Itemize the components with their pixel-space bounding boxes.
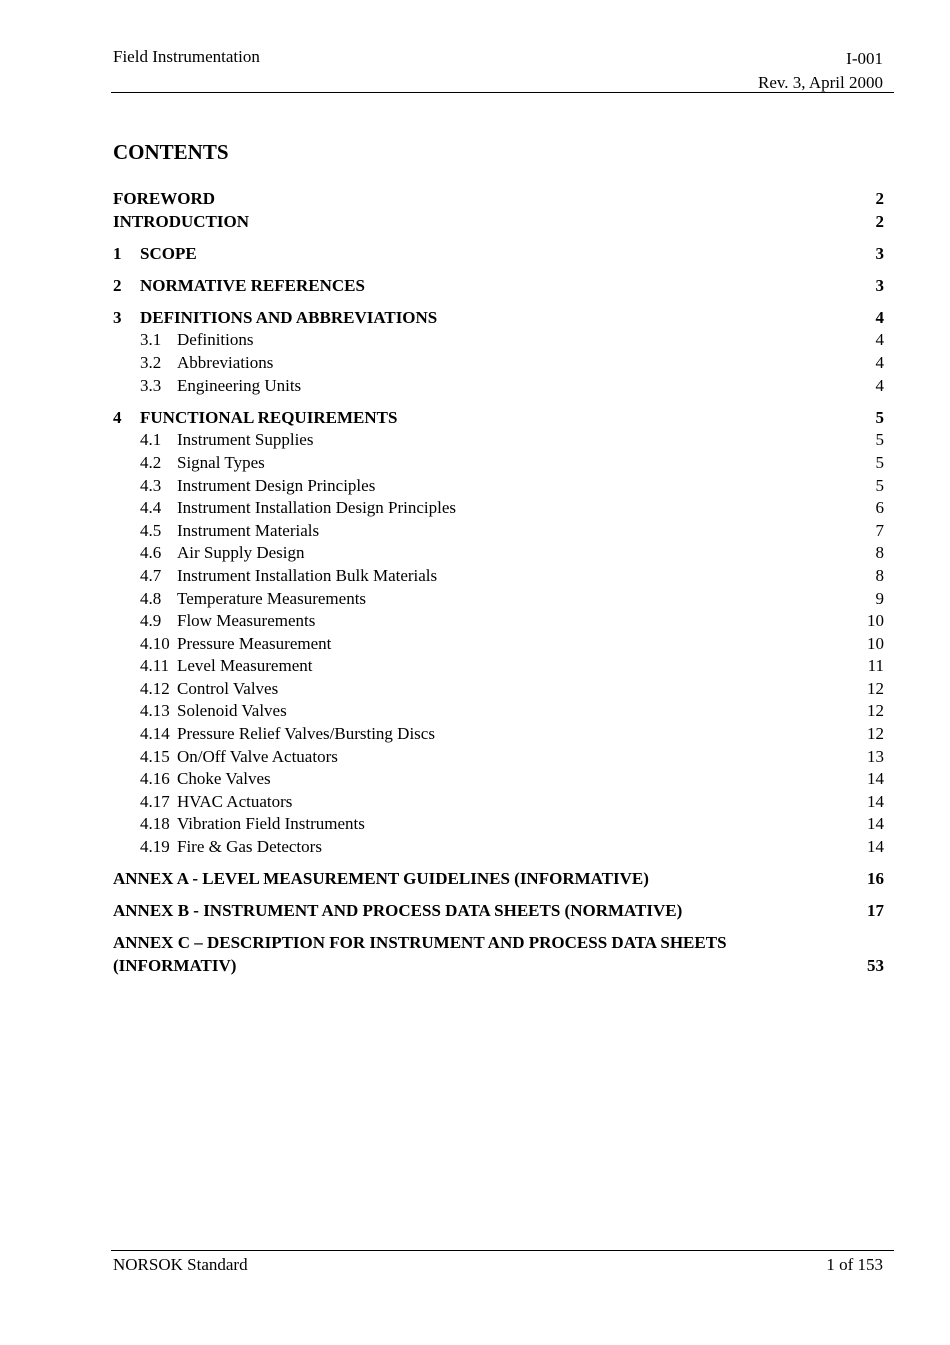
toc-entry-page: 3 [875,275,884,295]
toc-entries [113,188,884,923]
header-divider [111,92,894,93]
toc-entry-label [140,723,435,746]
toc-entry-number: 2 [113,275,122,295]
toc-entry-title: SCOPE [140,243,197,263]
toc-entry[interactable] [113,655,884,678]
toc-entry-label [140,375,301,398]
toc-entry-label [140,520,319,543]
toc-entry-label [113,307,437,330]
toc-entry[interactable] [113,452,884,475]
toc-entry-page: 11 [867,656,884,676]
toc-entry[interactable] [113,275,884,298]
toc-entry-label [140,429,313,452]
toc-entry-label [140,475,375,498]
toc-entry[interactable] [113,813,884,836]
toc-entry[interactable] [113,588,884,611]
toc-entry-title: Signal Types [177,452,265,472]
toc-entry-title: Solenoid Valves [177,701,287,721]
header-revision: Rev. 3, April 2000 [758,73,883,92]
toc-entry-label [113,407,397,430]
toc-entry[interactable] [113,768,884,791]
toc-entry-title: ANNEX A - LEVEL MEASUREMENT GUIDELINES (INFORMATIVE) [113,869,649,889]
toc-entry-number: 4.16 [140,769,170,789]
header-doc-info [758,47,883,95]
toc-entry-page: 12 [867,678,884,698]
toc-entry-title: Instrument Design Principles [177,475,376,495]
toc-entry[interactable] [113,610,884,633]
toc-entry-annex-c[interactable] [113,932,884,977]
toc-entry-number: 1 [113,243,122,263]
toc-entry-label [140,329,254,352]
toc-entry-page: 17 [867,901,884,921]
toc-entry-page: 13 [867,746,884,766]
toc-entry-title: NORMATIVE REFERENCES [140,275,365,295]
toc-entry-number: 3.3 [140,375,162,395]
toc-entry-label [140,700,287,723]
toc-entry-page: 14 [867,837,884,857]
toc-entry-title: Engineering Units [177,375,302,395]
toc-entry[interactable] [113,429,884,452]
toc-entry-title: ANNEX C – DESCRIPTION FOR INSTRUMENT AND PROCESS DATA SHEETS [113,933,727,953]
toc-entry-page: 4 [875,330,884,350]
toc-entry-page: 14 [867,814,884,834]
toc-entry-title: Control Valves [177,678,279,698]
toc-entry-number: 4.18 [140,814,170,834]
toc-entry-title: FOREWORD [113,189,215,208]
toc-entry-label [140,610,315,633]
toc-entry-number: 4.3 [140,475,162,495]
toc-entry-page: 3 [875,243,884,263]
toc-entry-title: Fire & Gas Detectors [177,837,322,857]
toc-entry-number: 4.9 [140,611,162,631]
toc-entry-number: 4.15 [140,746,170,766]
toc-entry-label [113,243,197,266]
toc-entry[interactable] [113,565,884,588]
toc-entry-page: 9 [875,588,884,608]
toc-entry[interactable] [113,700,884,723]
toc-entry-number: 4.7 [140,565,162,585]
toc-entry[interactable] [113,723,884,746]
toc-entry-number: 4.14 [140,724,170,744]
toc-entry-page: 14 [867,769,884,789]
toc-entry-title: Air Supply Design [177,543,305,563]
toc-entry-title: DEFINITIONS AND ABBREVIATIONS [140,307,438,327]
toc-entry-number: 3.1 [140,330,162,350]
toc-entry-label [140,588,366,611]
toc-entry-title: HVAC Actuators [177,791,293,811]
toc-entry-page: 53 [867,955,884,975]
toc-entry[interactable] [113,868,884,891]
toc-entry-title: Instrument Materials [177,520,320,540]
toc-entry-title: FUNCTIONAL REQUIREMENTS [140,407,398,427]
toc-entry[interactable] [113,188,884,211]
toc-entry[interactable] [113,407,884,430]
toc-entry-number: 3 [113,307,122,327]
toc-entry[interactable] [113,329,884,352]
toc-entry-number: 3.2 [140,353,162,373]
toc-entry-page: 5 [875,407,884,427]
toc-entry-page: 8 [875,543,884,563]
toc-entry-label [140,655,312,678]
toc-entry-title: Instrument Supplies [177,430,314,450]
toc-entry-label [113,188,215,211]
toc-entry-page: 5 [875,475,884,495]
toc-entry[interactable] [113,678,884,701]
toc-entry-row [113,955,884,978]
toc-entry-label [140,678,278,701]
toc-entry[interactable] [113,307,884,330]
toc-entry-page: 2 [875,211,884,231]
toc-entry[interactable] [113,497,884,520]
toc-entry-number: 4.17 [140,791,170,811]
page-title: CONTENTS [113,140,229,164]
toc-entry-page: 4 [875,307,884,327]
toc-entry-title: ANNEX B - INSTRUMENT AND PROCESS DATA SHEETS (NORMATIVE) [113,901,683,921]
toc-entry-number: 4.2 [140,452,162,472]
toc-entry[interactable] [113,836,884,859]
toc-entry-title: Temperature Measurements [177,588,367,608]
toc-entry-number: 4.10 [140,633,170,653]
toc-entry-title: Choke Valves [177,769,271,789]
toc-entry-title: INTRODUCTION [113,211,250,231]
toc-entry-label [140,791,292,814]
toc-entry-label [140,565,437,588]
toc-entry-number: 4.4 [140,498,162,518]
toc-entry-label [140,542,305,565]
toc-entry-label [140,633,331,656]
toc-entry-number: 4.13 [140,701,170,721]
toc-entry[interactable] [113,475,884,498]
toc-entry-title: Flow Measurements [177,611,316,631]
toc-entry-number: 4 [113,407,122,427]
toc-entry-page: 8 [875,565,884,585]
toc-entry[interactable] [113,375,884,398]
toc-entry[interactable] [113,352,884,375]
toc-entry-title-cont: (INFORMATIV) [113,955,237,975]
toc-entry-label [140,768,271,791]
header-doc-id: I-001 [846,49,883,68]
toc-entry-page: 7 [875,520,884,540]
toc-entry[interactable] [113,633,884,656]
toc-entry-label [140,497,456,520]
toc-entry-label [140,352,273,375]
toc-entry-page: 12 [867,724,884,744]
toc-entry-page: 14 [867,791,884,811]
toc-entry-label [140,452,265,475]
toc-entry-title: Instrument Installation Design Principles [177,498,457,518]
toc-entry[interactable] [113,243,884,266]
toc-entry-page: 5 [875,430,884,450]
toc-entry-title: On/Off Valve Actuators [177,746,338,766]
table-of-contents [113,188,884,978]
toc-entry-page: 16 [867,869,884,889]
toc-entry[interactable] [113,542,884,565]
toc-entry-page: 6 [875,498,884,518]
toc-entry-label [140,746,338,769]
toc-entry-title: Pressure Measurement [177,633,332,653]
footer-standard-name: NORSOK Standard [113,1255,248,1274]
toc-entry-title: Definitions [177,330,254,350]
toc-entry-page: 5 [875,452,884,472]
toc-entry[interactable] [113,900,884,923]
toc-entry[interactable] [113,211,884,234]
toc-entry-label [140,836,322,859]
toc-entry[interactable] [113,791,884,814]
footer-divider [111,1250,894,1251]
toc-entry-label [113,900,682,923]
footer-page-number: 1 of 153 [826,1255,883,1274]
toc-entry-title: Instrument Installation Bulk Materials [177,565,438,585]
toc-entry-page: 4 [875,353,884,373]
toc-entry-number: 4.12 [140,678,170,698]
toc-entry-number: 4.8 [140,588,162,608]
toc-entry-page: 12 [867,701,884,721]
toc-entry-page: 4 [875,375,884,395]
toc-entry-number: 4.5 [140,520,162,540]
toc-entry-page: 10 [867,611,884,631]
toc-entry-number: 4.1 [140,430,162,450]
toc-entry-label [113,211,249,234]
toc-entry[interactable] [113,520,884,543]
toc-entry-title: Vibration Field Instruments [177,814,365,834]
toc-entry-label [140,813,365,836]
toc-entry[interactable] [113,746,884,769]
toc-entry-page: 10 [867,633,884,653]
toc-entry-number: 4.19 [140,837,170,857]
toc-entry-title: Level Measurement [177,656,313,676]
toc-entry-title: Pressure Relief Valves/Bursting Discs [177,724,435,744]
toc-entry-label [113,275,365,298]
toc-entry-title: Abbreviations [177,353,274,373]
toc-entry-label [113,868,649,891]
header-doc-title: Field Instrumentation [113,47,260,66]
toc-entry-number: 4.11 [140,656,170,676]
toc-entry-number: 4.6 [140,543,162,563]
toc-entry-page: 2 [875,189,884,208]
